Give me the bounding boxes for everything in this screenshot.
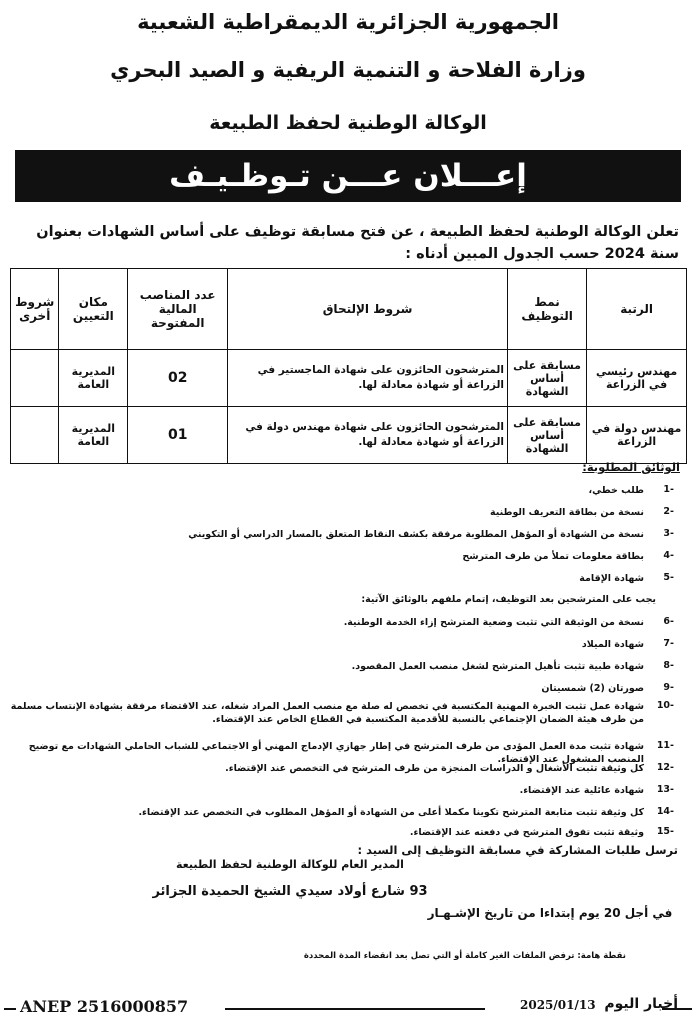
col-mode-header: نمط التوظيف bbox=[507, 269, 586, 350]
col-other-header: شروط أخرى bbox=[11, 269, 59, 350]
newspaper-name: أخبار اليوم bbox=[604, 996, 678, 1012]
item-number: -12 bbox=[656, 762, 674, 773]
cell-rank: مهندس رئيسي في الزراعة bbox=[587, 350, 687, 407]
cell-other bbox=[11, 407, 59, 464]
item-number: -13 bbox=[656, 784, 674, 795]
item-number: -5 bbox=[663, 572, 674, 583]
item-text: وثيقة تثبت تفوق المترشح في دفعته عند الإقتضاء. bbox=[409, 827, 644, 838]
list-item bbox=[10, 616, 674, 629]
ministry-title: وزارة الفلاحة و التنمية الريفية و الصيد البحري bbox=[110, 58, 586, 82]
post-recruitment-note: يجب على المترشحين بعد التوظيف، إتمام ملفهم بالوثائق الآتية: bbox=[361, 594, 656, 605]
item-text: كل وثيقة تثبت متابعة المترشح تكوينا مكملا أعلى من الشهادة أو المؤهل المطلوب في التخصص عند الإقتضاء. bbox=[138, 807, 644, 818]
col-positions-header: عدد المناصب المالية المفتوحة bbox=[128, 269, 228, 350]
cell-positions: 01 bbox=[128, 407, 228, 464]
item-text: كل وثيقة تثبت الأشغال و الدراسات المنجزة من طرف المترشح في التخصص عند الإقتضاء. bbox=[225, 763, 644, 774]
cell-place: المديرية العامة bbox=[59, 407, 128, 464]
item-number: -10 bbox=[656, 700, 674, 711]
cell-rank: مهندس دولة في الزراعة bbox=[587, 407, 687, 464]
recruitment-banner bbox=[15, 150, 681, 202]
item-number: -4 bbox=[663, 550, 674, 561]
list-item bbox=[10, 682, 674, 695]
important-note: نقطة هامة: ترفض الملفات الغير كاملة أو التي تصل بعد انقضاء المدة المحددة bbox=[303, 951, 626, 961]
footer-divider bbox=[4, 1008, 16, 1010]
item-text: نسخة من الوثيقة التي تثبت وضعية المترشح إزاء الخدمة الوطنية. bbox=[343, 617, 644, 628]
item-number: -8 bbox=[663, 660, 674, 671]
item-number: -15 bbox=[656, 826, 674, 837]
item-text: طلب خطي، bbox=[588, 485, 644, 496]
list-item bbox=[10, 826, 674, 839]
cell-conditions: المترشحون الحائزون على شهادة الماجستير في الزراعة أو شهادة معادلة لها. bbox=[228, 350, 508, 407]
list-item bbox=[10, 784, 674, 797]
item-number: -14 bbox=[656, 806, 674, 817]
deadline-text: في أجل 20 يوم إبتداءا من تاريخ الإشـهـار bbox=[427, 906, 673, 920]
item-text: شهادة طبية تثبت تأهيل المترشح لشغل منصب العمل المقصود. bbox=[351, 661, 644, 672]
list-item bbox=[10, 506, 674, 519]
table-row bbox=[11, 350, 687, 407]
item-text: شهادة الإقامة bbox=[579, 573, 644, 584]
cell-other bbox=[11, 350, 59, 407]
positions-table bbox=[10, 268, 687, 464]
item-text: نسخة من الشهادة أو المؤهل المطلوبة مرفقة بكشف النقاط المتعلق بالمسار الدراسي أو التكويني bbox=[188, 529, 644, 540]
table-header-row bbox=[11, 269, 687, 350]
list-item bbox=[10, 806, 674, 819]
item-text: شهادة عائلية عند الإقتضاء. bbox=[519, 785, 644, 796]
item-number: -9 bbox=[663, 682, 674, 693]
cell-mode: مسابقة على أساس الشهادة bbox=[507, 350, 586, 407]
list-item bbox=[10, 638, 674, 651]
item-number: -1 bbox=[663, 484, 674, 495]
item-number: -6 bbox=[663, 616, 674, 627]
cell-positions: 02 bbox=[128, 350, 228, 407]
send-applications-label: ترسل طلبات المشاركة في مسابقة التوظيف إلى السيد : bbox=[357, 843, 678, 857]
table-row bbox=[11, 407, 687, 464]
item-number: -2 bbox=[663, 506, 674, 517]
item-text: شهادة الميلاد bbox=[581, 639, 644, 650]
address-recipient: المدير العام للوكالة الوطنية لحفظ الطبيعة bbox=[176, 858, 404, 871]
item-number: -3 bbox=[663, 528, 674, 539]
required-documents-title: الوثائق المطلوبة: bbox=[582, 460, 680, 474]
publication-date: 2025/01/13 bbox=[520, 998, 596, 1012]
item-text: شهادة عمل تثبت الخبرة المهنية المكتسبة في تخصص له صلة مع منصب العمل المراد شغله، عند الاقتضاء مرفقة بشهادة الإنتساب مسلمة من طرف هيئة الضمان الإجتماعي بالنسبة للأقدمية المكتسبة في القطاع الخاص عند الإقتضاء. bbox=[10, 701, 644, 725]
item-text: نسخة من بطاقة التعريف الوطنية bbox=[490, 507, 644, 518]
item-number: -7 bbox=[663, 638, 674, 649]
anep-reference: ANEP 2516000857 bbox=[20, 997, 189, 1016]
cell-place: المديرية العامة bbox=[59, 350, 128, 407]
list-item bbox=[10, 528, 674, 541]
item-text: شهادة تثبت مدة العمل المؤدى من طرف المترشح في إطار جهازي الإدماج المهني أو الاجتماعي للشباب الحاملي الشهادات مع توضيح المنصب المشغول عند الإقتضاء. bbox=[28, 741, 644, 765]
col-conditions-header: شروط الإلتحاق bbox=[228, 269, 508, 350]
item-number: -11 bbox=[656, 740, 674, 751]
agency-title: الوكالة الوطنية لحفظ الطبيعة bbox=[209, 112, 487, 134]
address-street: 93 شارع أولاد سيدي الشيخ الحميدة الجزائر bbox=[152, 884, 428, 899]
list-item bbox=[10, 572, 674, 585]
list-item bbox=[10, 762, 674, 775]
list-item bbox=[10, 484, 674, 497]
cell-conditions: المترشحون الحائزون على شهادة مهندس دولة في الزراعة أو شهادة معادلة لها. bbox=[228, 407, 508, 464]
list-item bbox=[10, 660, 674, 673]
item-text: بطاقة معلومات تملأ من طرف المترشح bbox=[462, 551, 644, 562]
list-item bbox=[10, 700, 674, 726]
footer-divider bbox=[225, 1008, 485, 1010]
cell-mode: مسابقة على أساس الشهادة bbox=[507, 407, 586, 464]
item-text: صورتان (2) شمسيتان bbox=[541, 683, 644, 694]
col-rank-header: الرتبة bbox=[587, 269, 687, 350]
col-place-header: مكان التعيين bbox=[59, 269, 128, 350]
banner-title: إعـــلان عـــن تـوظـيـف bbox=[169, 158, 527, 194]
list-item bbox=[10, 550, 674, 563]
intro-paragraph: تعلن الوكالة الوطنية لحفظ الطبيعة ، عن فتح مسابقة توظيف على أساس الشهادات بعنوان سنة 2024 حسب الجدول المبين أدناه : bbox=[36, 224, 679, 262]
republic-title: الجمهورية الجزائرية الديمقراطية الشعبية bbox=[137, 10, 559, 34]
